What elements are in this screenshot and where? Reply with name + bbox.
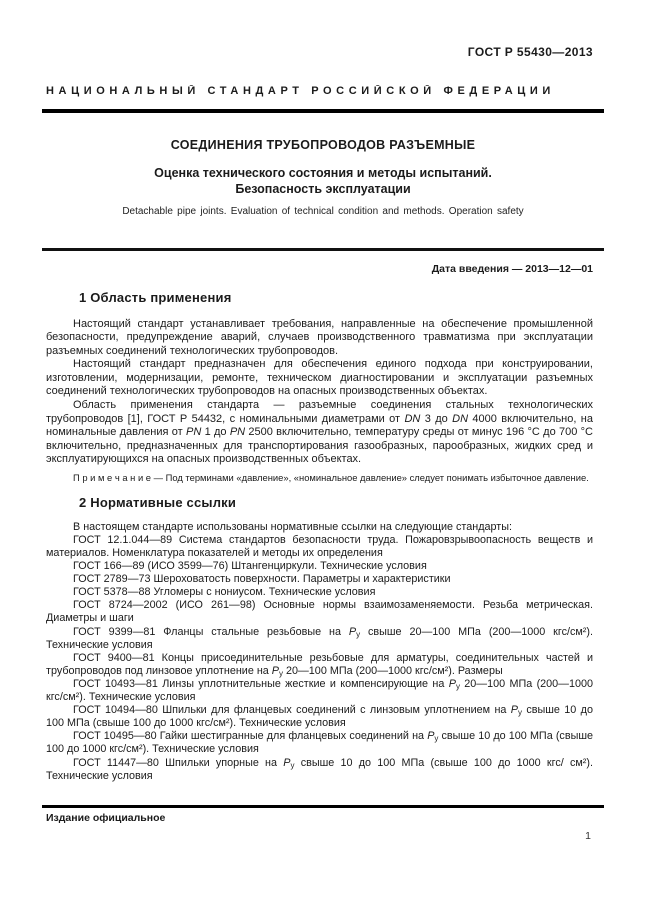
reference-item: ГОСТ 5378—88 Угломеры с нониусом. Технические условия — [73, 586, 376, 599]
reference-item: ГОСТ 2789—73 Шероховатость поверхности. Параметры и характеристики — [73, 573, 451, 586]
section-1-heading: 1 Область применения — [79, 289, 232, 305]
scope-note: П р и м е ч а н и е — Под терминами «давление», «номинальное давление» следует понимать избыточное давление. — [73, 472, 589, 484]
footer-divider — [42, 805, 604, 808]
reference-item: ГОСТ 8724—2002 (ИСО 261—98) Основные нормы взаимозаменяемости. Резьба метрическая. Диаметры и шаги — [46, 599, 593, 625]
document-title-english: Detachable pipe joints. Evaluation of technical condition and methods. Operation safety — [122, 206, 524, 217]
effective-date: Дата введения — 2013—12—01 — [431, 262, 593, 275]
reference-item: ГОСТ 9400—81 Концы присоединительные резьбовые для арматуры, соединительных частей и трубопроводов под линзовое уплотнение на $P_у$ 20—100 МПа (200—1000 кгс/см²). Размеры — [46, 651, 593, 678]
subtitle-line-1: Оценка технического состояния и методы испытаний. — [154, 166, 492, 180]
reference-item: ГОСТ 10495—80 Гайки шестигранные для фланцевых соединений на $P_у$ свыше 10 до 100 МПа (свыше 100 до 1000 кгс/см²). Технические условия — [46, 730, 593, 756]
reference-item: ГОСТ 11447—80 Шпильки упорные на $P_у$ свыше 10 до 100 МПа (свыше 100 до 1000 кгс/ см²). Технические условия — [46, 756, 593, 782]
document-code: ГОСТ Р 55430—2013 — [467, 45, 593, 59]
page-number: 1 — [585, 830, 591, 842]
references-intro: В настоящем стандарте использованы нормативные ссылки на следующие стандарты: — [73, 520, 512, 533]
section-1-paragraph: Настоящий стандарт устанавливает требования, направленные на обеспечение промышленной безопасности, предупреждение аварий, случаев производственного травматизма при эксплуатации разъемных соединений технологических трубопроводов. — [46, 317, 593, 357]
reference-item: ГОСТ 166—89 (ИСО 3599—76) Штангенциркули. Технические условия — [73, 560, 427, 573]
section-1-paragraph: Область применения стандарта — разъемные соединения стальных технологических трубопроводов [1], ГОСТ Р 54432, с номинальными диаметрами от DN 3 до DN 4000 включительно, на номинальные давления от PN 1 до PN 2500 включительно, температуру среды от минус 196 °С до 700 °С включительно, предназначенных для транспортирования газообразных, парообразных, жидких сред и эксплуатирующихся на опасных производственных объектах. — [46, 399, 594, 466]
edition-note: Издание официальное — [46, 812, 166, 824]
document-subtitle — [42, 165, 604, 197]
subtitle-line-2: Безопасность эксплуатации — [235, 182, 411, 196]
title-divider — [42, 248, 604, 251]
reference-item: ГОСТ 10493—81 Линзы уплотнительные жесткие и компенсирующие на $P_у$ 20—100 МПа (200—1000 кгс/см²). Технические условия — [46, 677, 593, 704]
section-2-heading: 2 Нормативные ссылки — [79, 494, 237, 510]
document-title: СОЕДИНЕНИЯ ТРУБОПРОВОДОВ РАЗЪЕМНЫЕ — [170, 138, 476, 152]
reference-item: ГОСТ 9399—81 Фланцы стальные резьбовые на $P_у$ свыше 20—100 МПа (200—1000 кгс/см²). Технические условия — [46, 625, 593, 651]
reference-item: ГОСТ 12.1.044—89 Система стандартов безопасности труда. Пожаровзрывоопасность веществ и материалов. Номенклатура показателей и методы их определения — [46, 533, 593, 560]
reference-item: ГОСТ 10494—80 Шпильки для фланцевых соединений с линзовым уплотнением на $P_у$ свыше 10 до 100 МПа (свыше 100 до 1000 кгс/см²). Технические условия — [46, 704, 593, 730]
header-divider — [42, 109, 604, 113]
federation-standard-banner: НАЦИОНАЛЬНЫЙ СТАНДАРТ РОССИЙСКОЙ ФЕДЕРАЦИИ — [46, 85, 555, 97]
section-1-paragraph: Настоящий стандарт предназначен для обеспечения единого подхода при конструировании, изготовлении, модернизации, ремонте, техническом диагностировании и эксплуатации разъемных соединений технологических трубопроводов на опасных производственных объектах. — [46, 358, 593, 398]
